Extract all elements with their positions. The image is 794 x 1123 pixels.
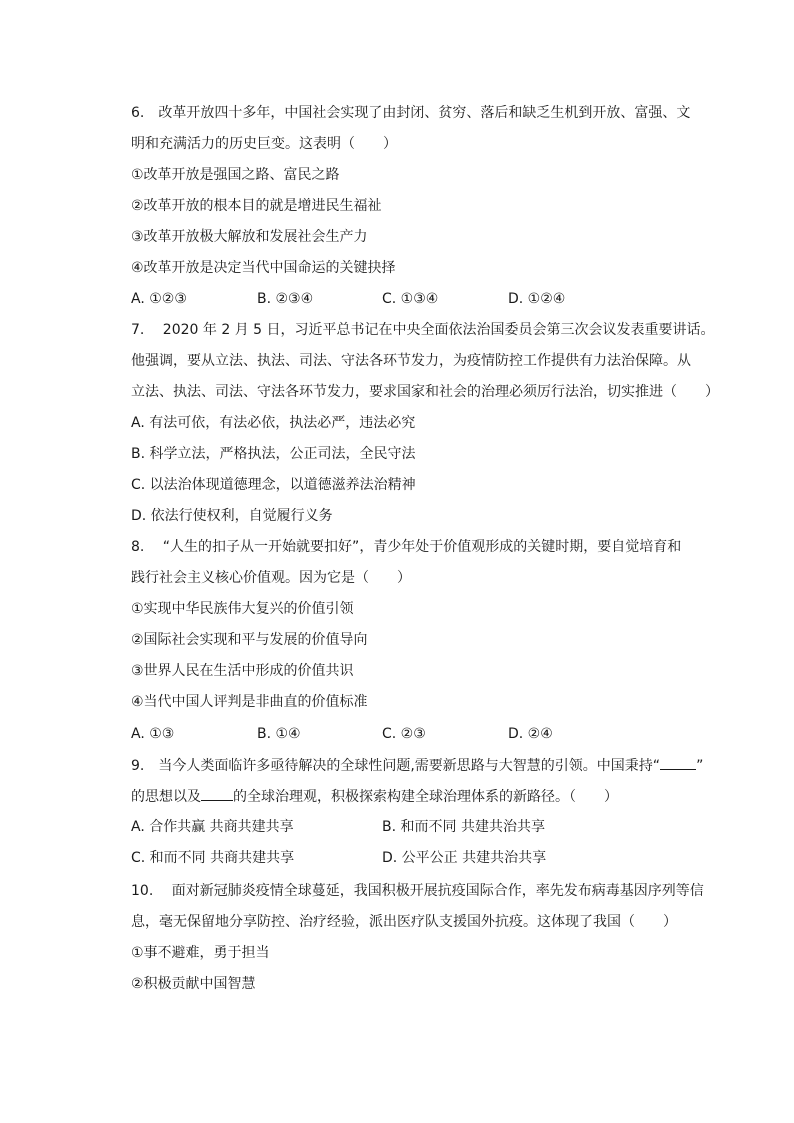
q9-stem-line-1	[131, 755, 703, 776]
q7-option-c: C. 以法治体现道德理念，以道德滋养法治精神	[131, 477, 416, 493]
q6-item-3: ③改革开放极大解放和发展社会生产力	[131, 229, 368, 245]
q6-stem-line-1: 6. 改革开放四十多年，中国社会实现了由封闭、贫穷、落后和缺乏生机到开放、富强、文	[131, 105, 691, 121]
q6-item-4: ④改革开放是决定当代中国命运的关键抉择	[131, 260, 396, 276]
q9-stem-line-1-text: 9. 当今人类面临许多亟待解决的全球性问题,需要新思路与大智慧的引领。中国秉持“	[131, 758, 661, 774]
q7-option-b: B. 科学立法，严格执法，公正司法，全民守法	[131, 446, 416, 462]
q6-option-c: C. ①③④	[382, 291, 439, 307]
q8-item-4: ④当代中国人评判是非曲直的价值标准	[131, 694, 368, 710]
q8-item-1: ①实现中华民族伟大复兴的价值引领	[131, 601, 354, 617]
q6-option-a: A. ①②③	[131, 291, 187, 307]
q8-option-b: B. ①④	[257, 726, 301, 742]
q7-option-d: D. 依法行使权利，自觉履行义务	[131, 508, 333, 524]
q6-item-1: ①改革开放是强国之路、富民之路	[131, 167, 340, 183]
q9-stem-line-2	[131, 786, 618, 807]
q6-option-b: B. ②③④	[257, 291, 314, 307]
q6-stem-line-2: 明和充满活力的历史巨变。这表明（ ）	[131, 136, 397, 152]
q10-item-1: ①事不避难，勇于担当	[131, 945, 270, 961]
q10-stem-line-1: 10. 面对新冠肺炎疫情全球蔓延，我国积极开展抗疫国际合作，率先发布病毒基因序列等信	[131, 883, 704, 899]
q10-stem-line-2: 息，毫无保留地分享防控、治疗经验，派出医疗队支援国外抗疫。这体现了我国（ ）	[131, 914, 677, 930]
q8-option-c: C. ②③	[382, 726, 426, 742]
q7-stem-line-3: 立法、执法、司法、守法各环节发力，要求国家和社会的治理必须厉行法治，切实推进（ ）	[131, 384, 719, 400]
q8-item-2: ②国际社会实现和平与发展的价值导向	[131, 632, 368, 648]
q8-item-3: ③世界人民在生活中形成的价值共识	[131, 663, 354, 679]
q9-blank-1	[660, 755, 696, 770]
q8-option-d: D. ②④	[508, 726, 553, 742]
q7-stem-line-1: 7. 2020 年 2 月 5 日，习近平总书记在中央全面依法治国委员会第三次会议发表重要讲话。	[131, 322, 715, 338]
q9-option-b: B. 和而不同 共建共治共享	[382, 819, 545, 835]
q8-option-a: A. ①③	[131, 726, 175, 742]
q8-stem-line-2: 践行社会主义核心价值观。因为它是（ ）	[131, 570, 411, 586]
q9-stem-line-1-close-quote: ”	[696, 758, 704, 774]
q9-stem-line-2-text-a: 的思想以及	[131, 789, 201, 805]
q9-blank-2	[201, 786, 233, 801]
q10-item-2: ②积极贡献中国智慧	[131, 976, 256, 992]
q7-option-a: A. 有法可依，有法必依，执法必严，违法必究	[131, 415, 416, 431]
q6-option-d: D. ①②④	[508, 291, 566, 307]
q9-option-c: C. 和而不同 共商共建共享	[131, 850, 295, 866]
q7-stem-line-2: 他强调，要从立法、执法、司法、守法各环节发力，为疫情防控工作提供有力法治保障。从	[131, 353, 691, 369]
q9-option-a: A. 合作共赢 共商共建共享	[131, 819, 294, 835]
q6-item-2: ②改革开放的根本目的就是增进民生福祉	[131, 198, 382, 214]
q9-stem-line-2-text-b: 的全球治理观，积极探索构建全球治理体系的新路径。（ ）	[233, 789, 618, 805]
q9-option-d: D. 公平公正 共建共治共享	[382, 850, 547, 866]
q8-stem-line-1: 8. “人生的扣子从一开始就要扣好”，青少年处于价值观形成的关键时期，要自觉培育和	[131, 539, 682, 555]
